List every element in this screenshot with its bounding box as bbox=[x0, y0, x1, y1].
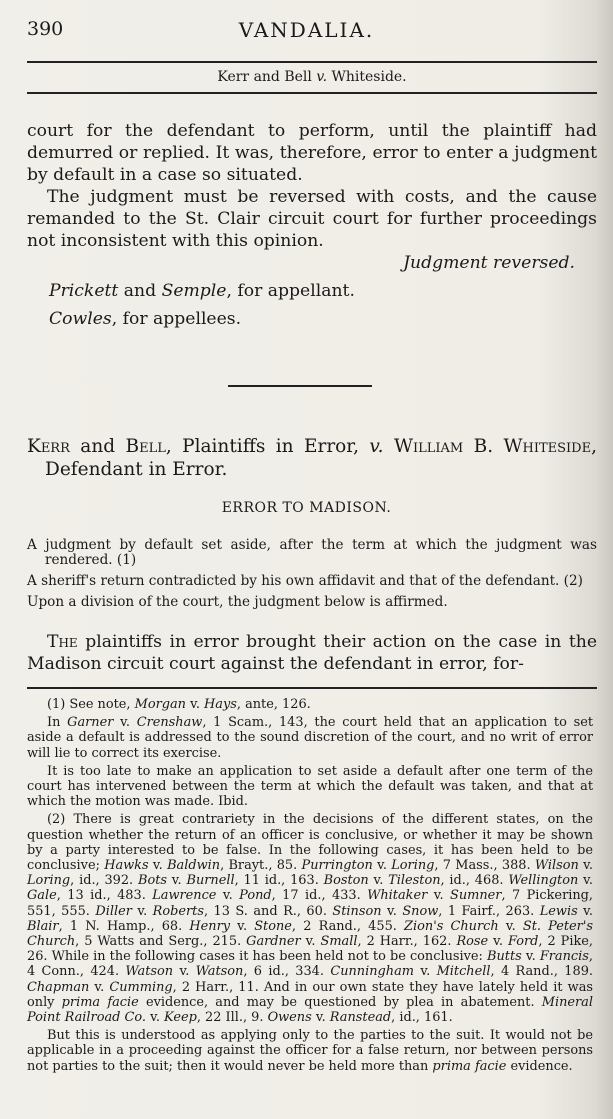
italic-text: Loring bbox=[391, 858, 435, 874]
italic-text: Snow bbox=[402, 903, 439, 919]
italic-text: v. bbox=[369, 436, 384, 457]
text-segment: , 7 Pickering, 551, 555. bbox=[27, 888, 593, 919]
text-segment: , 1 Fairf., 263. bbox=[438, 903, 540, 919]
text-segment: , Defendant in Error. bbox=[45, 436, 597, 480]
text-segment: v. bbox=[577, 903, 594, 919]
footnote-rule bbox=[27, 687, 597, 689]
italic-text: Watson bbox=[195, 964, 244, 980]
error-to-heading: ERROR TO MADISON. bbox=[221, 500, 392, 516]
text-segment: (1) See note, bbox=[47, 697, 135, 712]
case-separator-rule bbox=[228, 385, 372, 387]
page-number: 390 bbox=[27, 18, 64, 40]
paragraph bbox=[27, 538, 597, 568]
text-segment: , id., 161. bbox=[391, 1010, 453, 1026]
text-segment: , 1 N. Hamp., 68. bbox=[58, 918, 190, 934]
text-segment: v. bbox=[578, 873, 593, 889]
opinion-conclusion bbox=[27, 120, 597, 330]
italic-text: Hawks bbox=[104, 858, 149, 874]
italic-text: Boston bbox=[323, 873, 369, 889]
italic-text: Burnell bbox=[186, 873, 235, 889]
italic-text: Cunningham bbox=[330, 964, 415, 980]
text-segment: v. bbox=[368, 873, 389, 889]
text-segment: Kerr bbox=[27, 436, 70, 457]
text-segment: v. bbox=[89, 979, 110, 995]
italic-text: v. bbox=[316, 69, 328, 85]
text-segment: Upon a division of the court, the judgment below is affirmed. bbox=[27, 594, 448, 610]
text-segment: , Brayt., 85. bbox=[220, 858, 302, 874]
text-segment: v. bbox=[173, 964, 196, 980]
text-segment: , 13 id., 483. bbox=[56, 888, 153, 904]
text-segment: court for the defendant to perform, until the plaintiff had demurred or replied. It was, therefore, error to enter a judgment by default in a case so situated. bbox=[27, 121, 597, 185]
text-segment: Bell bbox=[125, 436, 166, 457]
paragraph bbox=[27, 595, 597, 610]
paragraph bbox=[27, 120, 597, 186]
text-segment: , 2 Harr., 11. And in our own state they have lately held it was only bbox=[27, 979, 593, 1010]
text-segment: and bbox=[118, 281, 162, 301]
italic-text: Francis bbox=[539, 949, 589, 965]
text-segment: , 11 id., 163. bbox=[234, 873, 324, 889]
text-segment: Judgment reversed. bbox=[403, 253, 575, 273]
italic-text: Cowles bbox=[49, 309, 112, 329]
text-segment: v. bbox=[230, 918, 255, 934]
italic-text: Purrington bbox=[301, 858, 373, 874]
text-segment: and bbox=[69, 436, 126, 457]
italic-text: Mitchell bbox=[436, 964, 491, 980]
paragraph bbox=[27, 764, 593, 810]
paragraph bbox=[27, 186, 597, 252]
text-segment: v. bbox=[146, 1010, 165, 1026]
text-segment: In bbox=[47, 715, 68, 731]
text-segment: A judgment by default set aside, after the term at which the judgment was rendered. (1) bbox=[27, 537, 597, 568]
text-segment: , for appellant. bbox=[226, 281, 355, 301]
page-header-title: VANDALIA. bbox=[238, 18, 375, 42]
text-segment: A sheriff's return contradicted by his own affidavit and that of the defendant. (2) bbox=[27, 573, 583, 589]
italic-text: Crenshaw bbox=[136, 715, 203, 731]
text-segment: v. bbox=[414, 964, 437, 980]
text-segment: , 2 Harr., 162. bbox=[357, 934, 457, 950]
italic-text: Roberts bbox=[152, 903, 204, 919]
text-segment: v. bbox=[148, 858, 168, 874]
italic-text: Keep bbox=[164, 1010, 197, 1026]
italic-text: Gale bbox=[27, 888, 57, 904]
headnotes bbox=[27, 538, 597, 616]
text-segment: , id., 392. bbox=[70, 873, 138, 889]
header-rule bbox=[27, 61, 597, 63]
italic-text: Whitaker bbox=[367, 888, 428, 904]
italic-text: Sumner bbox=[450, 888, 502, 904]
italic-text: Cumming bbox=[109, 979, 173, 995]
text-segment: The bbox=[47, 632, 78, 652]
italic-text: Stinson bbox=[332, 903, 382, 919]
text-segment: v. bbox=[167, 873, 187, 889]
italic-text: prima facie bbox=[61, 994, 139, 1010]
opinion-start bbox=[27, 631, 597, 675]
italic-text: Tileston bbox=[388, 873, 441, 889]
paragraph bbox=[49, 308, 597, 330]
text-segment: v. bbox=[300, 934, 321, 950]
paragraph bbox=[27, 252, 597, 274]
text-segment: , 22 Ill., 9. bbox=[196, 1010, 268, 1026]
text-segment: v. bbox=[521, 949, 540, 965]
italic-text: Bots bbox=[137, 873, 167, 889]
text-segment: v. bbox=[113, 715, 137, 731]
text-segment: , 7 Mass., 388. bbox=[434, 858, 535, 874]
italic-text: Lewis bbox=[539, 903, 578, 919]
paragraph bbox=[27, 631, 597, 675]
italic-text: Gardner bbox=[246, 934, 301, 950]
italic-text: Semple bbox=[161, 281, 227, 301]
text-segment: v. bbox=[216, 888, 240, 904]
footnotes bbox=[27, 697, 593, 1077]
running-head-rule bbox=[27, 92, 597, 94]
paragraph bbox=[27, 697, 593, 712]
text-segment: v. bbox=[372, 858, 392, 874]
italic-text: prima facie bbox=[432, 1058, 507, 1074]
italic-text: Ranstead bbox=[329, 1010, 392, 1026]
italic-text: Diller bbox=[95, 903, 132, 919]
text-segment: , 13 S. and R., 60. bbox=[203, 903, 333, 919]
italic-text: Butts bbox=[486, 949, 522, 965]
italic-text: Wilson bbox=[534, 858, 579, 874]
italic-text: Garner bbox=[67, 715, 114, 731]
text-segment: , 4 Rand., 189. bbox=[490, 964, 593, 980]
text-segment bbox=[384, 436, 394, 457]
running-head bbox=[27, 69, 597, 85]
italic-text: Lawrence bbox=[152, 888, 217, 904]
text-segment: The judgment must be reversed with costs, and the cause remanded to the St. Clair circuit court for further proceedings not inconsistent with this opinion. bbox=[27, 187, 597, 251]
italic-text: Chapman bbox=[27, 979, 90, 995]
text-segment: , ante, 126. bbox=[236, 697, 311, 712]
paragraph bbox=[49, 280, 597, 302]
text-segment: , 2 Rand., 455. bbox=[291, 918, 405, 934]
text-segment: v. bbox=[131, 903, 153, 919]
italic-text: Pond bbox=[239, 888, 272, 904]
text-segment: , 4 Conn., 424. bbox=[27, 949, 593, 980]
text-segment: , 17 id., 433. bbox=[271, 888, 368, 904]
text-segment: v. bbox=[186, 697, 205, 712]
text-segment: v. bbox=[311, 1010, 330, 1026]
text-segment: v. bbox=[578, 858, 593, 874]
text-segment: , 6 id., 334. bbox=[243, 964, 331, 980]
italic-text: Rose bbox=[456, 934, 489, 950]
text-segment: Whiteside. bbox=[327, 69, 407, 85]
italic-text: Morgan bbox=[134, 697, 186, 712]
italic-text: Stone bbox=[254, 918, 292, 934]
text-segment: v. bbox=[498, 918, 523, 934]
text-segment: v. bbox=[427, 888, 450, 904]
case-title bbox=[27, 435, 597, 481]
text-segment: v. bbox=[381, 903, 403, 919]
text-segment: plaintiffs in error brought their action on the case in the Madison circuit court against the defendant in error, for- bbox=[27, 632, 597, 674]
text-segment: , for appellees. bbox=[111, 309, 242, 329]
text-segment: , 1 Scam., 143, the court held that an application to set aside a default is addressed to the sound discretion of the court, and no writ of error will lie to correct its exercise. bbox=[27, 715, 593, 761]
paragraph bbox=[27, 715, 593, 761]
paragraph bbox=[27, 812, 593, 1025]
text-segment: v. bbox=[488, 934, 508, 950]
text-segment: , id., 468. bbox=[440, 873, 509, 889]
italic-text: Prickett bbox=[49, 281, 119, 301]
text-segment: William B. Whiteside bbox=[393, 436, 592, 457]
paragraph bbox=[27, 1028, 593, 1074]
italic-text: Small bbox=[320, 934, 358, 950]
text-segment: Kerr and Bell bbox=[217, 69, 317, 85]
text-segment: But this is understood as applying only to the parties to the suit. It would not be applicable in a proceeding against the officer for a false return, nor between persons not parties to the suit; then it would never be held more than bbox=[27, 1028, 593, 1074]
text-segment: It is too late to make an application to set aside a default after one term of the court has intervened between the term at which the default was taken, and that at which the motion was made. Ibid. bbox=[27, 763, 593, 810]
text-segment: (2) There is great contrariety in the decisions of the different states, on the question whether the return of an officer is conclusive, or whether it may be shown by a party interested to be false. In the following cases, it has been held to be conclusive; bbox=[27, 812, 593, 874]
text-segment: evidence, and may be questioned by plea in abatement. bbox=[138, 994, 542, 1010]
text-segment: , 2 Pike, 26. While in the following cases it has been held not to be conclusive: bbox=[27, 934, 594, 965]
paragraph bbox=[27, 574, 597, 589]
italic-text: Watson bbox=[125, 964, 174, 980]
italic-text: Loring bbox=[27, 873, 71, 889]
text-segment: , Plaintiffs in Error, bbox=[165, 436, 370, 457]
text-segment: evidence. bbox=[506, 1058, 573, 1074]
italic-text: Wellington bbox=[508, 873, 579, 889]
italic-text: Mineral Point Railroad Co. bbox=[27, 994, 593, 1026]
italic-text: Hays bbox=[204, 697, 237, 712]
italic-text: Baldwin bbox=[167, 858, 221, 874]
italic-text: Owens bbox=[267, 1010, 312, 1026]
italic-text: Blair bbox=[27, 918, 59, 934]
italic-text: Ford bbox=[508, 934, 539, 950]
italic-text: Henry bbox=[189, 918, 231, 934]
text-segment: , 5 Watts and Serg., 215. bbox=[75, 934, 247, 950]
italic-text: Zion's Church bbox=[404, 918, 499, 934]
italic-text: St. Peter's Church bbox=[27, 918, 594, 950]
